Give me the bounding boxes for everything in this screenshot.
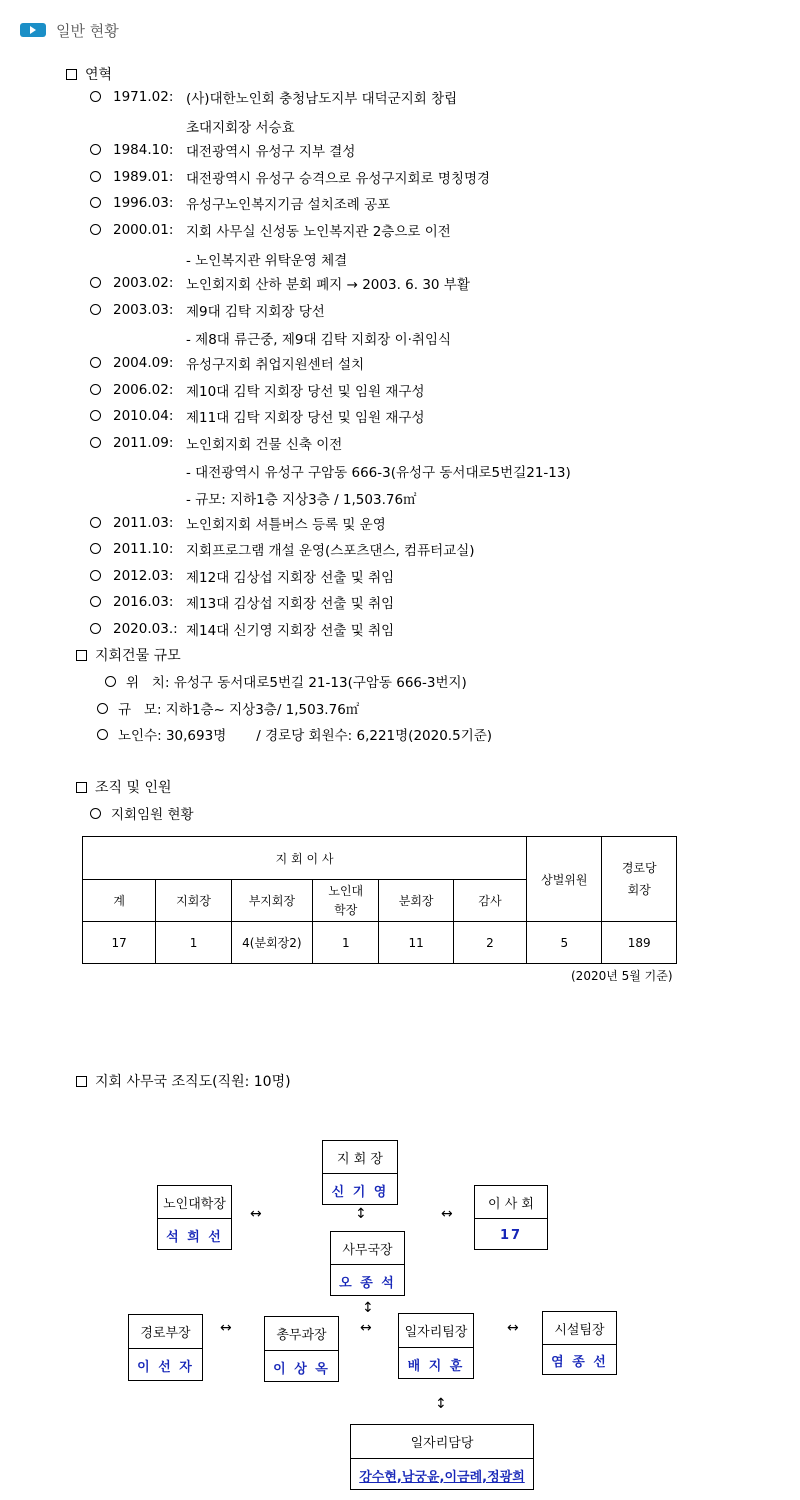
history-item [0,566,800,586]
table-group-header: 지 회 이 사 [83,837,527,880]
history-desc: 제12대 김상섭 지회장 선출 및 취임 [186,569,395,586]
table-basis-date: (2020년 5월 기준) [571,969,673,983]
history-item [0,220,800,240]
table-header-awards: 상벌위원 [527,837,602,922]
table-cell: 4(분회장2) [231,922,312,964]
table-row [83,922,677,964]
table-header-senior-president: 경로당 회장 [602,837,677,922]
table-cell: 11 [379,922,453,964]
vertical-arrow-icon: ↕ [355,1206,367,1222]
history-date: 2012.03: [113,567,174,584]
circle-bullet-icon [90,224,101,235]
history-desc: 지회프로그램 개설 운영(스포츠댄스, 컴퓨터교실) [186,543,475,560]
circle-bullet-icon [90,623,101,634]
checkbox-square-icon [66,69,77,80]
table-header-college: 노인대 학장 [313,880,379,922]
circle-bullet-icon [97,729,108,740]
history-date: 2011.09: [113,434,174,451]
history-desc: 제13대 김상섭 지회장 선출 및 취임 [186,596,395,613]
history-date: 1996.03: [113,195,174,212]
org-node-facility: 시설팀장 염 종 선 [542,1311,617,1375]
circle-bullet-icon [90,304,101,315]
org-section-title: 조직 및 인원 [76,777,172,797]
staff-table [82,836,677,964]
history-item [0,87,800,107]
circle-bullet-icon [90,543,101,554]
table-cell: 189 [602,922,677,964]
building-scale: 규 모: 지하1층~ 지상3층/ 1,503.76㎡ [97,698,359,718]
history-item [0,619,800,639]
circle-bullet-icon [105,676,116,687]
vertical-arrow-icon: ↕ [362,1300,374,1316]
circle-bullet-icon [90,171,101,182]
building-location: 위 치: 유성구 동서대로5번길 21-13(구암동 666-3번지) [105,671,467,691]
table-cell: 5 [527,922,602,964]
checkbox-square-icon [76,782,87,793]
history-desc: 제10대 김탁 지회장 당선 및 임원 재구성 [186,383,425,400]
table-header-total: 계 [83,880,156,922]
circle-bullet-icon [90,277,101,288]
history-section-title: 연혁 [66,64,112,84]
table-header-branch: 분회장 [379,880,453,922]
history-desc: 대전광역시 유성구 승격으로 유성구지회로 명칭명경 [186,170,491,187]
table-cell: 1 [313,922,379,964]
table-header-auditor: 감사 [453,880,526,922]
history-item [0,300,800,320]
history-desc: 노인회지회 셔틀버스 등록 및 운영 [186,516,386,533]
history-desc: 노인회지회 산하 분회 폐지 → 2003. 6. 30 부활 [186,277,470,294]
history-desc: 제9대 김탁 지회장 당선 [186,303,325,320]
history-desc: 제14대 신기영 지회장 선출 및 취임 [186,623,395,639]
circle-bullet-icon [90,570,101,581]
history-date: 2000.01: [113,222,174,238]
building-section-title: 지회건물 규모 [76,645,181,665]
history-date: 2011.10: [113,541,174,558]
history-desc: 대전광역시 유성구 지부 결성 [186,144,356,161]
history-item [0,353,800,373]
history-desc: 유성구지회 취업지원센터 설치 [186,357,365,373]
history-item [0,380,800,400]
history-item [0,592,800,612]
history-desc: 지회 사무실 신성동 노인복지관 2층으로 이전 [186,224,451,240]
checkbox-square-icon [76,1076,87,1087]
office-section-title: 지회 사무국 조직도(직원: 10명) [76,1071,291,1091]
history-date: 1989.01: [113,168,174,185]
horizontal-arrow-icon: ↔ [507,1320,519,1336]
circle-bullet-icon [90,808,101,819]
org-node-elder: 경로부장 이 선 자 [128,1314,203,1381]
circle-bullet-icon [97,703,108,714]
checkbox-square-icon [76,650,87,661]
horizontal-arrow-icon: ↔ [360,1320,372,1336]
history-date: 2003.03: [113,301,174,318]
table-header-vice-president: 부지회장 [231,880,312,922]
history-date: 2011.03: [113,514,174,531]
history-sub-item: - 노인복지관 위탁운영 체결 [186,252,348,269]
circle-bullet-icon [90,357,101,368]
table-cell: 17 [83,922,156,964]
history-date: 1971.02: [113,89,174,105]
history-date: 2016.03: [113,594,174,611]
history-item [0,140,800,160]
history-item [0,273,800,293]
history-item [0,193,800,213]
history-sub-item: - 대전광역시 유성구 구암동 666-3(유성구 동서대로5번길21-13) [186,465,571,482]
history-item [0,539,800,559]
org-subtitle: 지회임원 현황 [90,803,194,823]
play-icon [20,23,46,37]
history-desc: 노인회지회 건물 신축 이전 [186,436,343,453]
org-node-general: 총무과장 이 상 옥 [264,1316,339,1382]
circle-bullet-icon [90,197,101,208]
history-date: 2006.02: [113,381,174,398]
horizontal-arrow-icon: ↔ [250,1206,262,1222]
org-node-college: 노인대학장 석 희 선 [157,1185,232,1250]
circle-bullet-icon [90,437,101,448]
history-item [0,167,800,187]
org-node-board: 이 사 회 17 [474,1185,548,1250]
vertical-arrow-icon: ↕ [435,1396,447,1412]
org-node-secretary: 사무국장 오 종 석 [330,1231,405,1296]
history-item [0,433,800,453]
org-node-president: 지 회 장 신 기 영 [322,1140,398,1205]
history-date: 2004.09: [113,355,174,371]
circle-bullet-icon [90,596,101,607]
page-header [20,20,119,40]
table-cell: 2 [453,922,526,964]
history-sub-item: - 규모: 지하1층 지상3층 / 1,503.76㎡ [186,492,417,508]
history-date: 1984.10: [113,142,174,159]
page-title: 일반 현황 [56,21,119,40]
horizontal-arrow-icon: ↔ [220,1320,232,1336]
table-cell: 1 [156,922,231,964]
circle-bullet-icon [90,384,101,395]
circle-bullet-icon [90,410,101,421]
circle-bullet-icon [90,144,101,155]
history-date: 2020.03.: [113,621,178,637]
history-sub-item: 초대지회장 서승효 [186,119,295,136]
org-node-job-staff: 일자리담당 강수현,남궁윤,이금례,정광희 [350,1424,534,1490]
history-desc: 제11대 김탁 지회장 당선 및 임원 재구성 [186,410,425,427]
history-date: 2003.02: [113,275,174,292]
org-node-jobs: 일자리팀장 배 지 훈 [398,1313,474,1379]
history-date: 2010.04: [113,408,174,425]
history-item [0,406,800,426]
history-desc: (사)대한노인회 충청남도지부 대덕군지회 창립 [186,91,458,107]
circle-bullet-icon [90,91,101,102]
history-item [0,513,800,533]
table-header-president: 지회장 [156,880,231,922]
horizontal-arrow-icon: ↔ [441,1206,453,1222]
building-population: 노인수: 30,693명 / 경로당 회원수: 6,221명(2020.5기준) [97,724,492,744]
history-desc: 유성구노인복지기금 설치조례 공포 [186,197,391,214]
history-sub-item: - 제8대 류근중, 제9대 김탁 지회장 이·취임식 [186,332,452,349]
circle-bullet-icon [90,517,101,528]
